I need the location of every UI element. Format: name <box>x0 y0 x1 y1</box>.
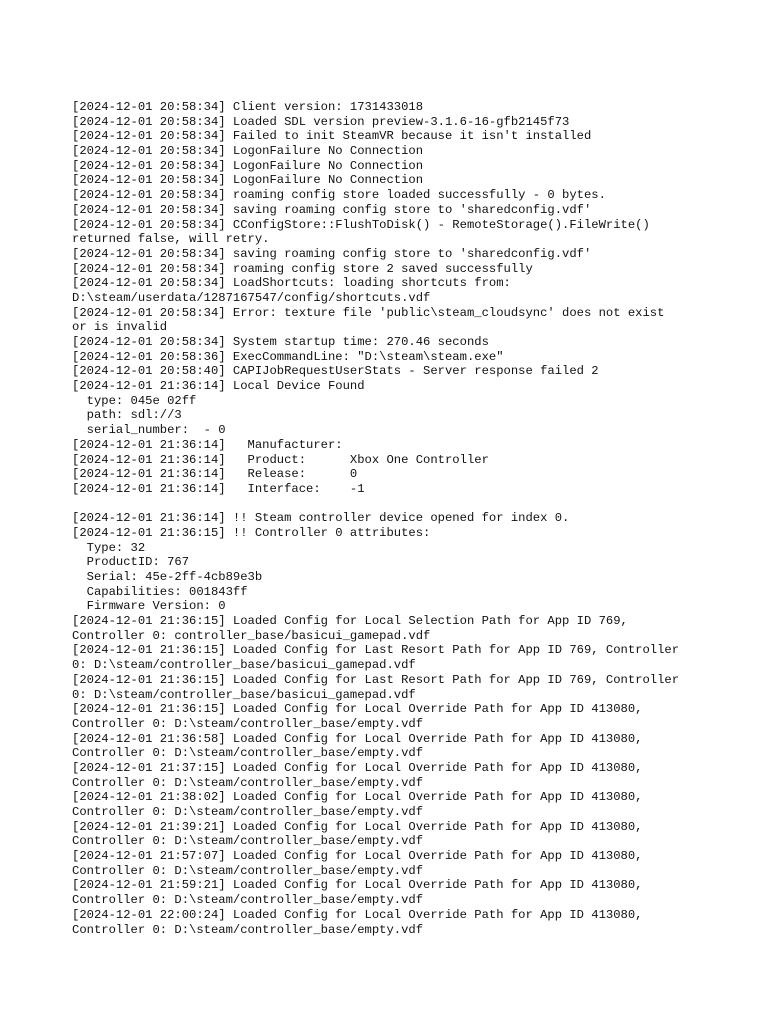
log-line: [2024-12-01 21:36:15] Loaded Config for Local Override Path for App ID 413080, <box>72 702 643 717</box>
log-line: Controller 0: D:\steam/controller_base/empty.vdf <box>72 805 424 819</box>
log-line: [2024-12-01 20:58:34] saving roaming config store to 'sharedconfig.vdf' <box>72 202 592 217</box>
log-line: Controller 0: D:\steam/controller_base/empty.vdf <box>72 716 424 731</box>
log-line: Controller 0: D:\steam/controller_base/empty.vdf <box>72 834 424 849</box>
log-line <box>72 497 712 512</box>
log-line: [2024-12-01 21:36:14] Interface: -1 <box>72 481 365 496</box>
log-line: Controller 0: D:\steam/controller_base/empty.vdf <box>72 863 424 878</box>
log-line: [2024-12-01 21:36:14] Manufacturer: <box>72 437 343 452</box>
log-line: [2024-12-01 20:58:34] LogonFailure No Connection <box>72 173 424 188</box>
log-line: Capabilities: 001843ff <box>72 584 248 599</box>
log-line: [2024-12-01 21:36:15] Loaded Config for Local Selection Path for App ID 769, <box>72 614 628 629</box>
log-line: [2024-12-01 21:36:14] !! Steam controller device opened for index 0. <box>72 511 570 526</box>
log-line: [2024-12-01 20:58:34] Failed to init SteamVR because it isn't installed <box>72 129 592 144</box>
log-line: serial_number: - 0 <box>72 423 226 438</box>
log-line: [2024-12-01 20:58:36] ExecCommandLine: "D:\steam\steam.exe" <box>72 349 504 364</box>
log-line: Controller 0: controller_base/basicui_gamepad.vdf <box>72 628 431 643</box>
log-line: Controller 0: D:\steam/controller_base/empty.vdf <box>72 893 424 908</box>
log-line: [2024-12-01 20:58:34] System startup time: 270.46 seconds <box>72 335 489 349</box>
log-line: [2024-12-01 20:58:34] roaming config store loaded successfully - 0 bytes. <box>72 188 606 203</box>
log-line: Serial: 45e-2ff-4cb89e3b <box>72 570 263 584</box>
log-line: [2024-12-01 21:36:14] Product: Xbox One Controller <box>72 452 489 467</box>
log-line: [2024-12-01 20:58:34] Loaded SDL version preview-3.1.6-16-gfb2145f73 <box>72 114 570 129</box>
log-line: Controller 0: D:\steam/controller_base/empty.vdf <box>72 775 424 790</box>
log-line: [2024-12-01 21:36:14] Release: 0 <box>72 467 358 482</box>
log-line: ProductID: 767 <box>72 555 190 570</box>
log-line: type: 045e 02ff <box>72 393 197 408</box>
log-line: [2024-12-01 21:36:15] Loaded Config for Last Resort Path for App ID 769, Controller <box>72 643 680 658</box>
log-line: [2024-12-01 20:58:34] LoadShortcuts: loading shortcuts from: <box>72 276 511 291</box>
log-line: returned false, will retry. <box>72 232 270 247</box>
log-line: [2024-12-01 20:58:34] LogonFailure No Connection <box>72 144 424 159</box>
log-line: 0: D:\steam/controller_base/basicui_gamepad.vdf <box>72 658 416 673</box>
log-line: path: sdl://3 <box>72 408 182 423</box>
log-line: [2024-12-01 20:58:34] LogonFailure No Connection <box>72 158 424 173</box>
log-line: [2024-12-01 21:36:14] Local Device Found <box>72 379 365 394</box>
log-line: [2024-12-01 20:58:40] CAPIJobRequestUserStats - Server response failed 2 <box>72 364 599 379</box>
log-line: [2024-12-01 21:38:02] Loaded Config for Local Override Path for App ID 413080, <box>72 790 643 805</box>
log-line: Type: 32 <box>72 540 146 555</box>
log-line: [2024-12-01 21:57:07] Loaded Config for Local Override Path for App ID 413080, <box>72 849 643 864</box>
log-line: [2024-12-01 21:39:21] Loaded Config for Local Override Path for App ID 413080, <box>72 819 643 834</box>
log-line: Firmware Version: 0 <box>72 599 226 614</box>
log-line: [2024-12-01 20:58:34] saving roaming config store to 'sharedconfig.vdf' <box>72 246 592 261</box>
log-line: [2024-12-01 21:37:15] Loaded Config for Local Override Path for App ID 413080, <box>72 760 643 775</box>
log-line: [2024-12-01 20:58:34] Error: texture file 'public\steam_cloudsync' does not exist <box>72 305 665 320</box>
log-line: Controller 0: D:\steam/controller_base/empty.vdf <box>72 922 424 937</box>
log-line: D:\steam/userdata/1287167547/config/shortcuts.vdf <box>72 290 431 305</box>
log-line: Controller 0: D:\steam/controller_base/empty.vdf <box>72 746 424 761</box>
log-line: [2024-12-01 20:58:34] CConfigStore::FlushToDisk() - RemoteStorage().FileWrite() <box>72 217 650 232</box>
log-line: [2024-12-01 22:00:24] Loaded Config for Local Override Path for App ID 413080, <box>72 907 643 922</box>
log-line: [2024-12-01 21:36:15] Loaded Config for Last Resort Path for App ID 769, Controller <box>72 672 680 687</box>
log-line: [2024-12-01 20:58:34] Client version: 1731433018 <box>72 100 424 114</box>
log-line: [2024-12-01 20:58:34] roaming config store 2 saved successfully <box>72 261 533 276</box>
log-line: [2024-12-01 21:59:21] Loaded Config for Local Override Path for App ID 413080, <box>72 878 643 893</box>
log-line: [2024-12-01 21:36:15] !! Controller 0 attributes: <box>72 525 431 540</box>
log-document <box>72 100 712 937</box>
log-line: 0: D:\steam/controller_base/basicui_gamepad.vdf <box>72 687 416 702</box>
log-line: [2024-12-01 21:36:58] Loaded Config for Local Override Path for App ID 413080, <box>72 731 643 746</box>
log-line: or is invalid <box>72 320 168 335</box>
